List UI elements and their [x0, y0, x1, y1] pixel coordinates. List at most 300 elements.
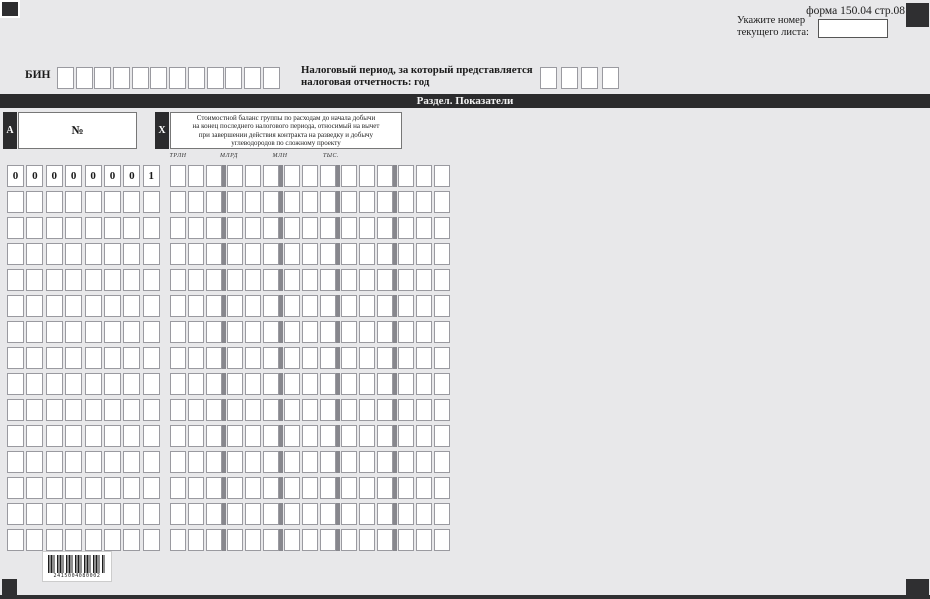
a-digit-cell[interactable] — [7, 269, 24, 291]
a-digit-cell[interactable] — [46, 477, 63, 499]
x-digit-cell[interactable] — [284, 503, 300, 525]
bin-digit-cell[interactable] — [207, 67, 224, 89]
x-digit-cell[interactable] — [284, 321, 300, 343]
x-digit-cell[interactable] — [206, 295, 222, 317]
x-digit-cell[interactable] — [188, 295, 204, 317]
a-digit-cell[interactable] — [143, 347, 160, 369]
x-digit-cell[interactable] — [263, 451, 279, 473]
x-digit-cell[interactable] — [206, 191, 222, 213]
x-digit-cell[interactable] — [170, 425, 186, 447]
x-digit-cell[interactable] — [302, 295, 318, 317]
a-digit-cell[interactable] — [26, 399, 43, 421]
x-digit-cell[interactable] — [434, 477, 450, 499]
x-digit-cell[interactable] — [188, 217, 204, 239]
x-digit-cell[interactable] — [170, 243, 186, 265]
bin-digit-cell[interactable] — [150, 67, 167, 89]
a-digit-cell[interactable] — [123, 503, 140, 525]
a-digit-cell[interactable] — [46, 347, 63, 369]
x-digit-cell[interactable] — [434, 529, 450, 551]
a-digit-cell[interactable]: 1 — [143, 165, 160, 187]
x-digit-cell[interactable] — [302, 529, 318, 551]
x-digit-cell[interactable] — [245, 321, 261, 343]
a-digit-cell[interactable] — [85, 295, 102, 317]
x-digit-cell[interactable] — [320, 269, 336, 291]
x-digit-cell[interactable] — [263, 347, 279, 369]
a-digit-cell[interactable] — [65, 399, 82, 421]
a-digit-cell[interactable]: 0 — [123, 165, 140, 187]
bin-digit-cell[interactable] — [169, 67, 186, 89]
x-digit-cell[interactable] — [245, 529, 261, 551]
a-digit-cell[interactable] — [85, 529, 102, 551]
x-digit-cell[interactable] — [227, 399, 243, 421]
x-digit-cell[interactable] — [416, 373, 432, 395]
x-digit-cell[interactable] — [227, 347, 243, 369]
x-digit-cell[interactable] — [377, 425, 393, 447]
x-digit-cell[interactable] — [170, 321, 186, 343]
x-digit-cell[interactable] — [320, 217, 336, 239]
x-digit-cell[interactable] — [302, 347, 318, 369]
bin-digit-cell[interactable] — [94, 67, 111, 89]
a-digit-cell[interactable] — [104, 373, 121, 395]
a-digit-cell[interactable] — [46, 191, 63, 213]
x-digit-cell[interactable] — [206, 451, 222, 473]
x-digit-cell[interactable] — [227, 295, 243, 317]
x-digit-cell[interactable] — [359, 165, 375, 187]
x-digit-cell[interactable] — [245, 373, 261, 395]
a-digit-cell[interactable] — [26, 373, 43, 395]
x-digit-cell[interactable] — [434, 503, 450, 525]
x-digit-cell[interactable] — [206, 347, 222, 369]
x-digit-cell[interactable] — [284, 191, 300, 213]
a-digit-cell[interactable] — [143, 503, 160, 525]
x-digit-cell[interactable] — [188, 347, 204, 369]
a-digit-cell[interactable] — [85, 191, 102, 213]
x-digit-cell[interactable] — [302, 191, 318, 213]
x-digit-cell[interactable] — [245, 217, 261, 239]
x-digit-cell[interactable] — [341, 399, 357, 421]
x-digit-cell[interactable] — [377, 503, 393, 525]
x-digit-cell[interactable] — [320, 243, 336, 265]
a-digit-cell[interactable] — [104, 451, 121, 473]
x-digit-cell[interactable] — [284, 451, 300, 473]
bin-digit-cell[interactable] — [57, 67, 74, 89]
a-digit-cell[interactable] — [26, 503, 43, 525]
x-digit-cell[interactable] — [434, 425, 450, 447]
x-digit-cell[interactable] — [341, 529, 357, 551]
x-digit-cell[interactable] — [320, 399, 336, 421]
a-digit-cell[interactable] — [65, 217, 82, 239]
x-digit-cell[interactable] — [359, 399, 375, 421]
x-digit-cell[interactable] — [206, 217, 222, 239]
a-digit-cell[interactable] — [123, 295, 140, 317]
a-digit-cell[interactable] — [46, 529, 63, 551]
a-digit-cell[interactable] — [85, 243, 102, 265]
x-digit-cell[interactable] — [398, 477, 414, 499]
a-digit-cell[interactable] — [46, 243, 63, 265]
a-digit-cell[interactable] — [46, 373, 63, 395]
x-digit-cell[interactable] — [359, 295, 375, 317]
a-digit-cell[interactable] — [46, 399, 63, 421]
x-digit-cell[interactable] — [320, 529, 336, 551]
x-digit-cell[interactable] — [245, 295, 261, 317]
x-digit-cell[interactable] — [227, 191, 243, 213]
x-digit-cell[interactable] — [263, 295, 279, 317]
x-digit-cell[interactable] — [341, 503, 357, 525]
x-digit-cell[interactable] — [263, 373, 279, 395]
x-digit-cell[interactable] — [359, 451, 375, 473]
x-digit-cell[interactable] — [434, 243, 450, 265]
x-digit-cell[interactable] — [170, 165, 186, 187]
x-digit-cell[interactable] — [206, 165, 222, 187]
x-digit-cell[interactable] — [245, 191, 261, 213]
x-digit-cell[interactable] — [359, 425, 375, 447]
x-digit-cell[interactable] — [341, 269, 357, 291]
a-digit-cell[interactable] — [46, 321, 63, 343]
tax-period-digit-cell[interactable] — [581, 67, 598, 89]
x-digit-cell[interactable] — [170, 347, 186, 369]
bin-digit-cell[interactable] — [113, 67, 130, 89]
x-digit-cell[interactable] — [284, 529, 300, 551]
x-digit-cell[interactable] — [377, 217, 393, 239]
x-digit-cell[interactable] — [170, 191, 186, 213]
x-digit-cell[interactable] — [188, 165, 204, 187]
x-digit-cell[interactable] — [227, 451, 243, 473]
a-digit-cell[interactable] — [26, 191, 43, 213]
x-digit-cell[interactable] — [263, 217, 279, 239]
x-digit-cell[interactable] — [416, 503, 432, 525]
a-digit-cell[interactable] — [7, 451, 24, 473]
x-digit-cell[interactable] — [263, 269, 279, 291]
x-digit-cell[interactable] — [302, 373, 318, 395]
a-digit-cell[interactable] — [123, 399, 140, 421]
x-digit-cell[interactable] — [341, 191, 357, 213]
x-digit-cell[interactable] — [170, 217, 186, 239]
x-digit-cell[interactable] — [398, 399, 414, 421]
a-digit-cell[interactable] — [7, 529, 24, 551]
x-digit-cell[interactable] — [284, 295, 300, 317]
a-digit-cell[interactable] — [143, 399, 160, 421]
x-digit-cell[interactable] — [359, 373, 375, 395]
x-digit-cell[interactable] — [284, 243, 300, 265]
x-digit-cell[interactable] — [188, 191, 204, 213]
x-digit-cell[interactable] — [377, 529, 393, 551]
x-digit-cell[interactable] — [320, 347, 336, 369]
x-digit-cell[interactable] — [434, 191, 450, 213]
a-digit-cell[interactable] — [104, 529, 121, 551]
x-digit-cell[interactable] — [416, 191, 432, 213]
x-digit-cell[interactable] — [206, 477, 222, 499]
x-digit-cell[interactable] — [320, 321, 336, 343]
a-digit-cell[interactable] — [26, 295, 43, 317]
a-digit-cell[interactable] — [65, 269, 82, 291]
x-digit-cell[interactable] — [359, 503, 375, 525]
a-digit-cell[interactable] — [46, 451, 63, 473]
a-digit-cell[interactable] — [26, 347, 43, 369]
x-digit-cell[interactable] — [206, 529, 222, 551]
x-digit-cell[interactable] — [284, 399, 300, 421]
x-digit-cell[interactable] — [359, 529, 375, 551]
a-digit-cell[interactable] — [7, 217, 24, 239]
x-digit-cell[interactable] — [416, 295, 432, 317]
a-digit-cell[interactable] — [85, 373, 102, 395]
x-digit-cell[interactable] — [320, 451, 336, 473]
x-digit-cell[interactable] — [245, 269, 261, 291]
a-digit-cell[interactable] — [65, 321, 82, 343]
x-digit-cell[interactable] — [263, 321, 279, 343]
x-digit-cell[interactable] — [341, 347, 357, 369]
x-digit-cell[interactable] — [341, 425, 357, 447]
x-digit-cell[interactable] — [302, 503, 318, 525]
a-digit-cell[interactable] — [143, 477, 160, 499]
bin-digit-cell[interactable] — [188, 67, 205, 89]
bin-digit-cell[interactable] — [244, 67, 261, 89]
x-digit-cell[interactable] — [188, 425, 204, 447]
x-digit-cell[interactable] — [227, 373, 243, 395]
a-digit-cell[interactable] — [65, 243, 82, 265]
x-digit-cell[interactable] — [416, 529, 432, 551]
x-digit-cell[interactable] — [284, 269, 300, 291]
a-digit-cell[interactable] — [85, 399, 102, 421]
x-digit-cell[interactable] — [263, 399, 279, 421]
x-digit-cell[interactable] — [359, 477, 375, 499]
a-digit-cell[interactable] — [46, 295, 63, 317]
a-digit-cell[interactable] — [26, 269, 43, 291]
x-digit-cell[interactable] — [263, 425, 279, 447]
a-digit-cell[interactable] — [65, 503, 82, 525]
a-digit-cell[interactable] — [7, 399, 24, 421]
x-digit-cell[interactable] — [227, 269, 243, 291]
x-digit-cell[interactable] — [170, 503, 186, 525]
bin-digit-cell[interactable] — [132, 67, 149, 89]
a-digit-cell[interactable] — [104, 425, 121, 447]
tax-period-digit-cell[interactable] — [561, 67, 578, 89]
a-digit-cell[interactable] — [7, 295, 24, 317]
a-digit-cell[interactable] — [143, 451, 160, 473]
x-digit-cell[interactable] — [302, 425, 318, 447]
a-digit-cell[interactable] — [26, 425, 43, 447]
a-digit-cell[interactable] — [123, 425, 140, 447]
x-digit-cell[interactable] — [170, 451, 186, 473]
x-digit-cell[interactable] — [341, 243, 357, 265]
x-digit-cell[interactable] — [416, 399, 432, 421]
x-digit-cell[interactable] — [302, 399, 318, 421]
x-digit-cell[interactable] — [377, 373, 393, 395]
x-digit-cell[interactable] — [206, 373, 222, 395]
a-digit-cell[interactable] — [26, 477, 43, 499]
a-digit-cell[interactable] — [26, 321, 43, 343]
x-digit-cell[interactable] — [170, 295, 186, 317]
a-digit-cell[interactable] — [65, 347, 82, 369]
x-digit-cell[interactable] — [416, 425, 432, 447]
a-digit-cell[interactable]: 0 — [85, 165, 102, 187]
a-digit-cell[interactable] — [7, 347, 24, 369]
x-digit-cell[interactable] — [245, 243, 261, 265]
x-digit-cell[interactable] — [434, 165, 450, 187]
a-digit-cell[interactable] — [65, 477, 82, 499]
a-digit-cell[interactable] — [26, 529, 43, 551]
x-digit-cell[interactable] — [170, 529, 186, 551]
a-digit-cell[interactable] — [123, 529, 140, 551]
x-digit-cell[interactable] — [398, 243, 414, 265]
x-digit-cell[interactable] — [434, 373, 450, 395]
x-digit-cell[interactable] — [398, 321, 414, 343]
x-digit-cell[interactable] — [398, 191, 414, 213]
a-digit-cell[interactable]: 0 — [26, 165, 43, 187]
x-digit-cell[interactable] — [227, 425, 243, 447]
a-digit-cell[interactable] — [7, 425, 24, 447]
bin-digit-cell[interactable] — [225, 67, 242, 89]
a-digit-cell[interactable] — [104, 321, 121, 343]
x-digit-cell[interactable] — [302, 165, 318, 187]
x-digit-cell[interactable] — [284, 165, 300, 187]
a-digit-cell[interactable]: 0 — [104, 165, 121, 187]
x-digit-cell[interactable] — [377, 165, 393, 187]
x-digit-cell[interactable] — [170, 477, 186, 499]
a-digit-cell[interactable] — [85, 425, 102, 447]
x-digit-cell[interactable] — [377, 399, 393, 421]
bin-digit-cell[interactable] — [263, 67, 280, 89]
x-digit-cell[interactable] — [341, 477, 357, 499]
x-digit-cell[interactable] — [170, 373, 186, 395]
x-digit-cell[interactable] — [320, 425, 336, 447]
x-digit-cell[interactable] — [416, 269, 432, 291]
x-digit-cell[interactable] — [245, 477, 261, 499]
x-digit-cell[interactable] — [341, 451, 357, 473]
x-digit-cell[interactable] — [398, 503, 414, 525]
x-digit-cell[interactable] — [398, 451, 414, 473]
x-digit-cell[interactable] — [377, 347, 393, 369]
x-digit-cell[interactable] — [263, 243, 279, 265]
a-digit-cell[interactable] — [143, 243, 160, 265]
x-digit-cell[interactable] — [263, 191, 279, 213]
a-digit-cell[interactable] — [26, 217, 43, 239]
x-digit-cell[interactable] — [398, 347, 414, 369]
a-digit-cell[interactable] — [85, 451, 102, 473]
a-digit-cell[interactable] — [7, 243, 24, 265]
x-digit-cell[interactable] — [284, 217, 300, 239]
a-digit-cell[interactable] — [143, 191, 160, 213]
a-digit-cell[interactable] — [65, 425, 82, 447]
x-digit-cell[interactable] — [284, 425, 300, 447]
x-digit-cell[interactable] — [434, 451, 450, 473]
x-digit-cell[interactable] — [398, 165, 414, 187]
a-digit-cell[interactable] — [123, 191, 140, 213]
a-digit-cell[interactable] — [104, 295, 121, 317]
x-digit-cell[interactable] — [359, 243, 375, 265]
a-digit-cell[interactable] — [65, 295, 82, 317]
a-digit-cell[interactable] — [143, 321, 160, 343]
x-digit-cell[interactable] — [320, 165, 336, 187]
a-digit-cell[interactable] — [26, 451, 43, 473]
x-digit-cell[interactable] — [359, 217, 375, 239]
x-digit-cell[interactable] — [227, 477, 243, 499]
a-digit-cell[interactable] — [123, 477, 140, 499]
a-digit-cell[interactable] — [143, 373, 160, 395]
x-digit-cell[interactable] — [377, 451, 393, 473]
x-digit-cell[interactable] — [398, 269, 414, 291]
x-digit-cell[interactable] — [206, 399, 222, 421]
x-digit-cell[interactable] — [188, 477, 204, 499]
a-digit-cell[interactable] — [46, 217, 63, 239]
x-digit-cell[interactable] — [206, 425, 222, 447]
a-digit-cell[interactable] — [46, 425, 63, 447]
a-digit-cell[interactable] — [123, 373, 140, 395]
x-digit-cell[interactable] — [341, 295, 357, 317]
a-digit-cell[interactable] — [65, 529, 82, 551]
x-digit-cell[interactable] — [320, 477, 336, 499]
a-digit-cell[interactable] — [104, 191, 121, 213]
a-digit-cell[interactable] — [143, 425, 160, 447]
x-digit-cell[interactable] — [359, 269, 375, 291]
x-digit-cell[interactable] — [245, 399, 261, 421]
x-digit-cell[interactable] — [188, 503, 204, 525]
x-digit-cell[interactable] — [227, 165, 243, 187]
a-digit-cell[interactable] — [123, 347, 140, 369]
x-digit-cell[interactable] — [416, 243, 432, 265]
x-digit-cell[interactable] — [206, 269, 222, 291]
x-digit-cell[interactable] — [170, 399, 186, 421]
a-digit-cell[interactable] — [7, 191, 24, 213]
x-digit-cell[interactable] — [434, 321, 450, 343]
x-digit-cell[interactable] — [302, 321, 318, 343]
x-digit-cell[interactable] — [227, 243, 243, 265]
a-digit-cell[interactable] — [104, 477, 121, 499]
x-digit-cell[interactable] — [320, 295, 336, 317]
x-digit-cell[interactable] — [302, 451, 318, 473]
a-digit-cell[interactable] — [85, 347, 102, 369]
x-digit-cell[interactable] — [188, 451, 204, 473]
x-digit-cell[interactable] — [263, 529, 279, 551]
x-digit-cell[interactable] — [416, 217, 432, 239]
a-digit-cell[interactable] — [85, 477, 102, 499]
x-digit-cell[interactable] — [416, 451, 432, 473]
a-digit-cell[interactable] — [65, 191, 82, 213]
x-digit-cell[interactable] — [398, 425, 414, 447]
x-digit-cell[interactable] — [188, 243, 204, 265]
x-digit-cell[interactable] — [188, 321, 204, 343]
a-digit-cell[interactable] — [85, 217, 102, 239]
x-digit-cell[interactable] — [302, 217, 318, 239]
x-digit-cell[interactable] — [302, 243, 318, 265]
x-digit-cell[interactable] — [377, 295, 393, 317]
a-digit-cell[interactable] — [143, 529, 160, 551]
bin-digit-cell[interactable] — [76, 67, 93, 89]
a-digit-cell[interactable]: 0 — [7, 165, 24, 187]
x-digit-cell[interactable] — [434, 399, 450, 421]
x-digit-cell[interactable] — [245, 347, 261, 369]
a-digit-cell[interactable] — [123, 243, 140, 265]
a-digit-cell[interactable] — [46, 503, 63, 525]
x-digit-cell[interactable] — [398, 373, 414, 395]
a-digit-cell[interactable] — [123, 321, 140, 343]
x-digit-cell[interactable] — [245, 425, 261, 447]
x-digit-cell[interactable] — [188, 269, 204, 291]
x-digit-cell[interactable] — [416, 347, 432, 369]
a-digit-cell[interactable] — [7, 373, 24, 395]
a-digit-cell[interactable] — [123, 217, 140, 239]
a-digit-cell[interactable] — [123, 269, 140, 291]
a-digit-cell[interactable] — [7, 321, 24, 343]
x-digit-cell[interactable] — [377, 321, 393, 343]
a-digit-cell[interactable] — [85, 503, 102, 525]
x-digit-cell[interactable] — [398, 529, 414, 551]
x-digit-cell[interactable] — [206, 503, 222, 525]
x-digit-cell[interactable] — [227, 503, 243, 525]
x-digit-cell[interactable] — [245, 165, 261, 187]
x-digit-cell[interactable] — [320, 503, 336, 525]
x-digit-cell[interactable] — [227, 321, 243, 343]
x-digit-cell[interactable] — [359, 347, 375, 369]
